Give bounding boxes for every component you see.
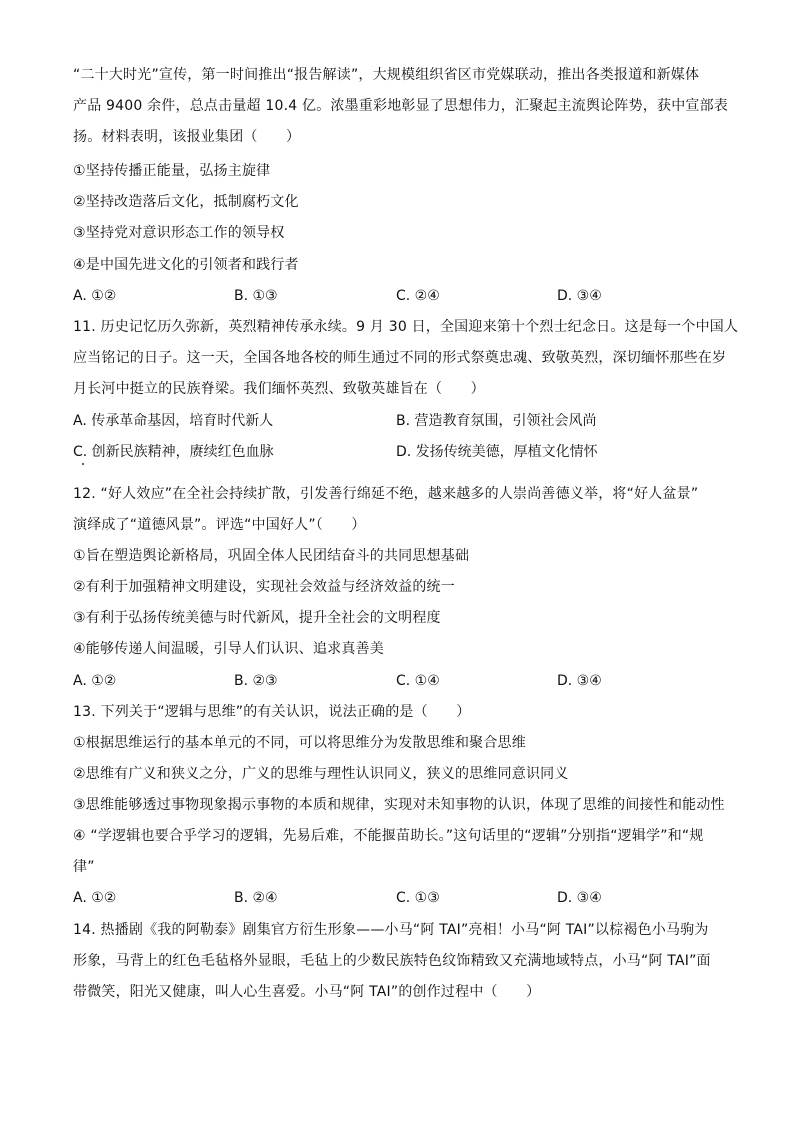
q11-option-a: A. 传承革命基因，培育时代新人 — [73, 413, 274, 429]
q12-stem-line-2: 演绎成了“道德风景”。评选“中国好人”（ ） — [73, 517, 366, 533]
q12-option-c: C. ①④ — [396, 673, 440, 689]
q12-statement-1: ①旨在塑造舆论新格局，巩固全体人民团结奋斗的共同思想基础 — [73, 548, 470, 564]
q14-stem-line-2: 形象，马背上的红色毛毡格外显眼，毛毡上的少数民族特色纹饰精致又充满地域特点，小马“阿 TAI”面 — [73, 953, 711, 969]
q12-statement-3: ③有利于弘扬传统美德与时代新风，提升全社会的文明程度 — [73, 610, 441, 626]
q13-statement-3: ③思维能够透过事物现象揭示事物的本质和规律，实现对未知事物的认识，体现了思维的间接性和能动性 — [73, 797, 725, 813]
q10-option-a: A. ①② — [73, 288, 117, 304]
q10-stem-line-2: 产品 9400 余件，总点击量超 10.4 亿。浓墨重彩地彰显了思想伟力，汇聚起主流舆论阵势，获中宣部表 — [73, 98, 728, 114]
q12-statement-4: ④能够传递人间温暖，引导人们认识、追求真善美 — [73, 641, 384, 657]
q13-option-b: B. ②④ — [234, 890, 278, 906]
q10-statement-4: ④是中国先进文化的引领者和践行者 — [73, 257, 299, 273]
q13-statement-4: ④ “学逻辑也要合乎学习的逻辑，先易后难，不能揠苗助长。”这句话里的“逻辑”分别指“逻辑学”和“规 — [73, 828, 704, 844]
stray-mark — [82, 463, 84, 465]
q13-statement-1: ①根据思维运行的基本单元的不同，可以将思维分为发散思维和聚合思维 — [73, 735, 526, 751]
q12-statement-2: ②有利于加强精神文明建设，实现社会效益与经济效益的统一 — [73, 579, 455, 595]
q12-stem-line-1: 12. “好人效应”在全社会持续扩散，引发善行绵延不绝，越来越多的人崇尚善德义举，将“好人盆景” — [73, 486, 699, 502]
q11-stem-line-1: 11. 历史记忆历久弥新，英烈精神传承永续。9 月 30 日，全国迎来第十个烈士纪念日。这是每一个中国人 — [73, 319, 739, 335]
q12-option-d: D. ③④ — [557, 673, 602, 689]
q12-option-b: B. ②③ — [234, 673, 278, 689]
q11-option-d: D. 发扬传统美德，厚植文化情怀 — [396, 444, 598, 460]
q11-stem-line-2: 应当铭记的日子。这一天，全国各地各校的师生通过不同的形式祭奠忠魂、致敬英烈，深切缅怀那些在岁 — [73, 350, 727, 366]
q10-statement-1: ①坚持传播正能量，弘扬主旋律 — [73, 163, 271, 179]
q10-option-d: D. ③④ — [557, 288, 602, 304]
q13-option-d: D. ③④ — [557, 890, 602, 906]
q11-stem-line-3: 月长河中挺立的民族脊梁。我们缅怀英烈、致敬英雄旨在（ ） — [73, 381, 485, 397]
q10-option-c: C. ②④ — [396, 288, 440, 304]
q11-option-c: C. 创新民族精神，赓续红色血脉 — [73, 444, 274, 460]
q10-stem-line-1: “二十大时光”宣传，第一时间推出“报告解读”，大规模组织省区市党媒联动，推出各类报道和新媒体 — [73, 67, 700, 83]
q13-stem-line-1: 13. 下列关于“逻辑与思维”的有关认识，说法正确的是（ ） — [73, 704, 471, 720]
q13-statement-4-cont: 律” — [73, 859, 95, 875]
q14-stem-line-1: 14. 热播剧《我的阿勒泰》剧集官方衍生形象——小马“阿 TAI”亮相！小马“阿 TAI”以棕褐色小马驹为 — [73, 922, 709, 938]
q10-statement-2: ②坚持改造落后文化，抵制腐朽文化 — [73, 194, 299, 210]
q14-stem-line-3: 带微笑，阳光又健康，叫人心生喜爱。小马“阿 TAI”的创作过程中（ ） — [73, 984, 541, 1000]
q10-stem-line-3: 扬。材料表明，该报业集团（ ） — [73, 129, 301, 145]
q12-option-a: A. ①② — [73, 673, 117, 689]
q13-option-c: C. ①③ — [396, 890, 440, 906]
q10-statement-3: ③坚持党对意识形态工作的领导权 — [73, 225, 285, 241]
q13-option-a: A. ①② — [73, 890, 117, 906]
q10-option-b: B. ①③ — [234, 288, 278, 304]
q11-option-b: B. 营造教育氛围，引领社会风尚 — [396, 413, 597, 429]
q13-statement-2: ②思维有广义和狭义之分，广义的思维与理性认识同义，狭义的思维同意识同义 — [73, 766, 569, 782]
